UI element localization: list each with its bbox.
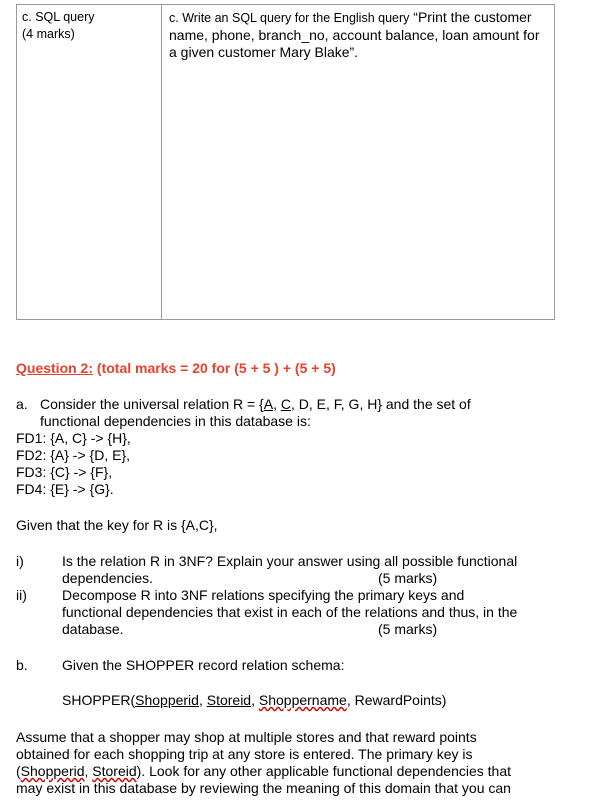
schema-attr-shoppername: Shoppername [258, 692, 347, 708]
sub-i-line2: dependencies. [62, 570, 154, 586]
sub-ii-line3: database. [62, 621, 124, 637]
sql-query-label: c. SQL query [22, 10, 95, 24]
question-2-marks: (total marks = 20 for (5 + 5 ) + (5 + 5) [93, 360, 336, 376]
part-a-line2: functional dependencies in this database is: [40, 413, 311, 429]
pk-shopperid: Shopperid [20, 763, 85, 779]
given-key-text: Given that the key for R is {A,C}, [16, 517, 218, 533]
question-2-title: Question 2: [16, 360, 94, 376]
sub-i-line1: Is the relation R in 3NF? Explain your answer using all possible functional [62, 553, 518, 569]
part-a-text [40, 396, 560, 430]
sub-ii-line2: functional dependencies that exist in each of the relations and thus, in the [62, 604, 518, 620]
question-2-heading [16, 360, 336, 376]
part-a-label: a. [16, 396, 28, 412]
para-line4: may exist in this database by reviewing the meaning of this domain that you can [16, 780, 511, 796]
question-c-text: “Print the customer name, phone, branch_no, account balance, loan amount for a given customer Mary Blake”. [169, 9, 540, 60]
part-b-intro: Given the SHOPPER record relation schema: [62, 657, 345, 673]
para-line2: obtained for each shopping trip at any store is entered. The primary key is [16, 746, 473, 762]
sub-ii-marks: (5 marks) [378, 621, 438, 637]
para-line1: Assume that a shopper may shop at multiple stores and that reward points [16, 729, 477, 745]
sql-query-marks: (4 marks) [22, 27, 75, 41]
table-divider [161, 5, 162, 319]
key-attribute-a: A [263, 396, 274, 412]
question-c-prefix: c. Write an SQL query for the English query [169, 11, 410, 25]
question-table [16, 4, 555, 320]
sub-ii-line1: Decompose R into 3NF relations specifying the primary keys and [62, 587, 465, 603]
sub-i-label: i) [16, 553, 24, 569]
schema-attr-storeid: Storeid [206, 692, 252, 708]
para-line3: (Shopperid, Storeid). Look for any other applicable functional dependencies that [16, 763, 512, 779]
table-left-cell [22, 9, 95, 43]
fd2: FD2: {A} -> {D, E}, [16, 447, 131, 463]
part-b-label: b. [16, 657, 28, 673]
fd4: FD4: {E} -> {G}. [16, 481, 114, 497]
sub-ii-label: ii) [16, 587, 27, 603]
schema-attr-shopperid: Shopperid [135, 692, 199, 708]
table-right-cell [169, 9, 551, 61]
shopper-schema: SHOPPER(Shopperid, Storeid, Shoppername, RewardPoints) [62, 692, 447, 708]
sub-i-marks: (5 marks) [378, 570, 438, 586]
pk-storeid: Storeid [92, 763, 137, 779]
assumption-paragraph [16, 729, 576, 797]
fd1: FD1: {A, C} -> {H}, [16, 430, 131, 446]
key-attribute-c: C [280, 396, 291, 412]
fd3: FD3: {C} -> {F}, [16, 464, 113, 480]
part-a-line1: Consider the universal relation R = {A, C, D, E, F, G, H} and the set of [40, 396, 471, 412]
